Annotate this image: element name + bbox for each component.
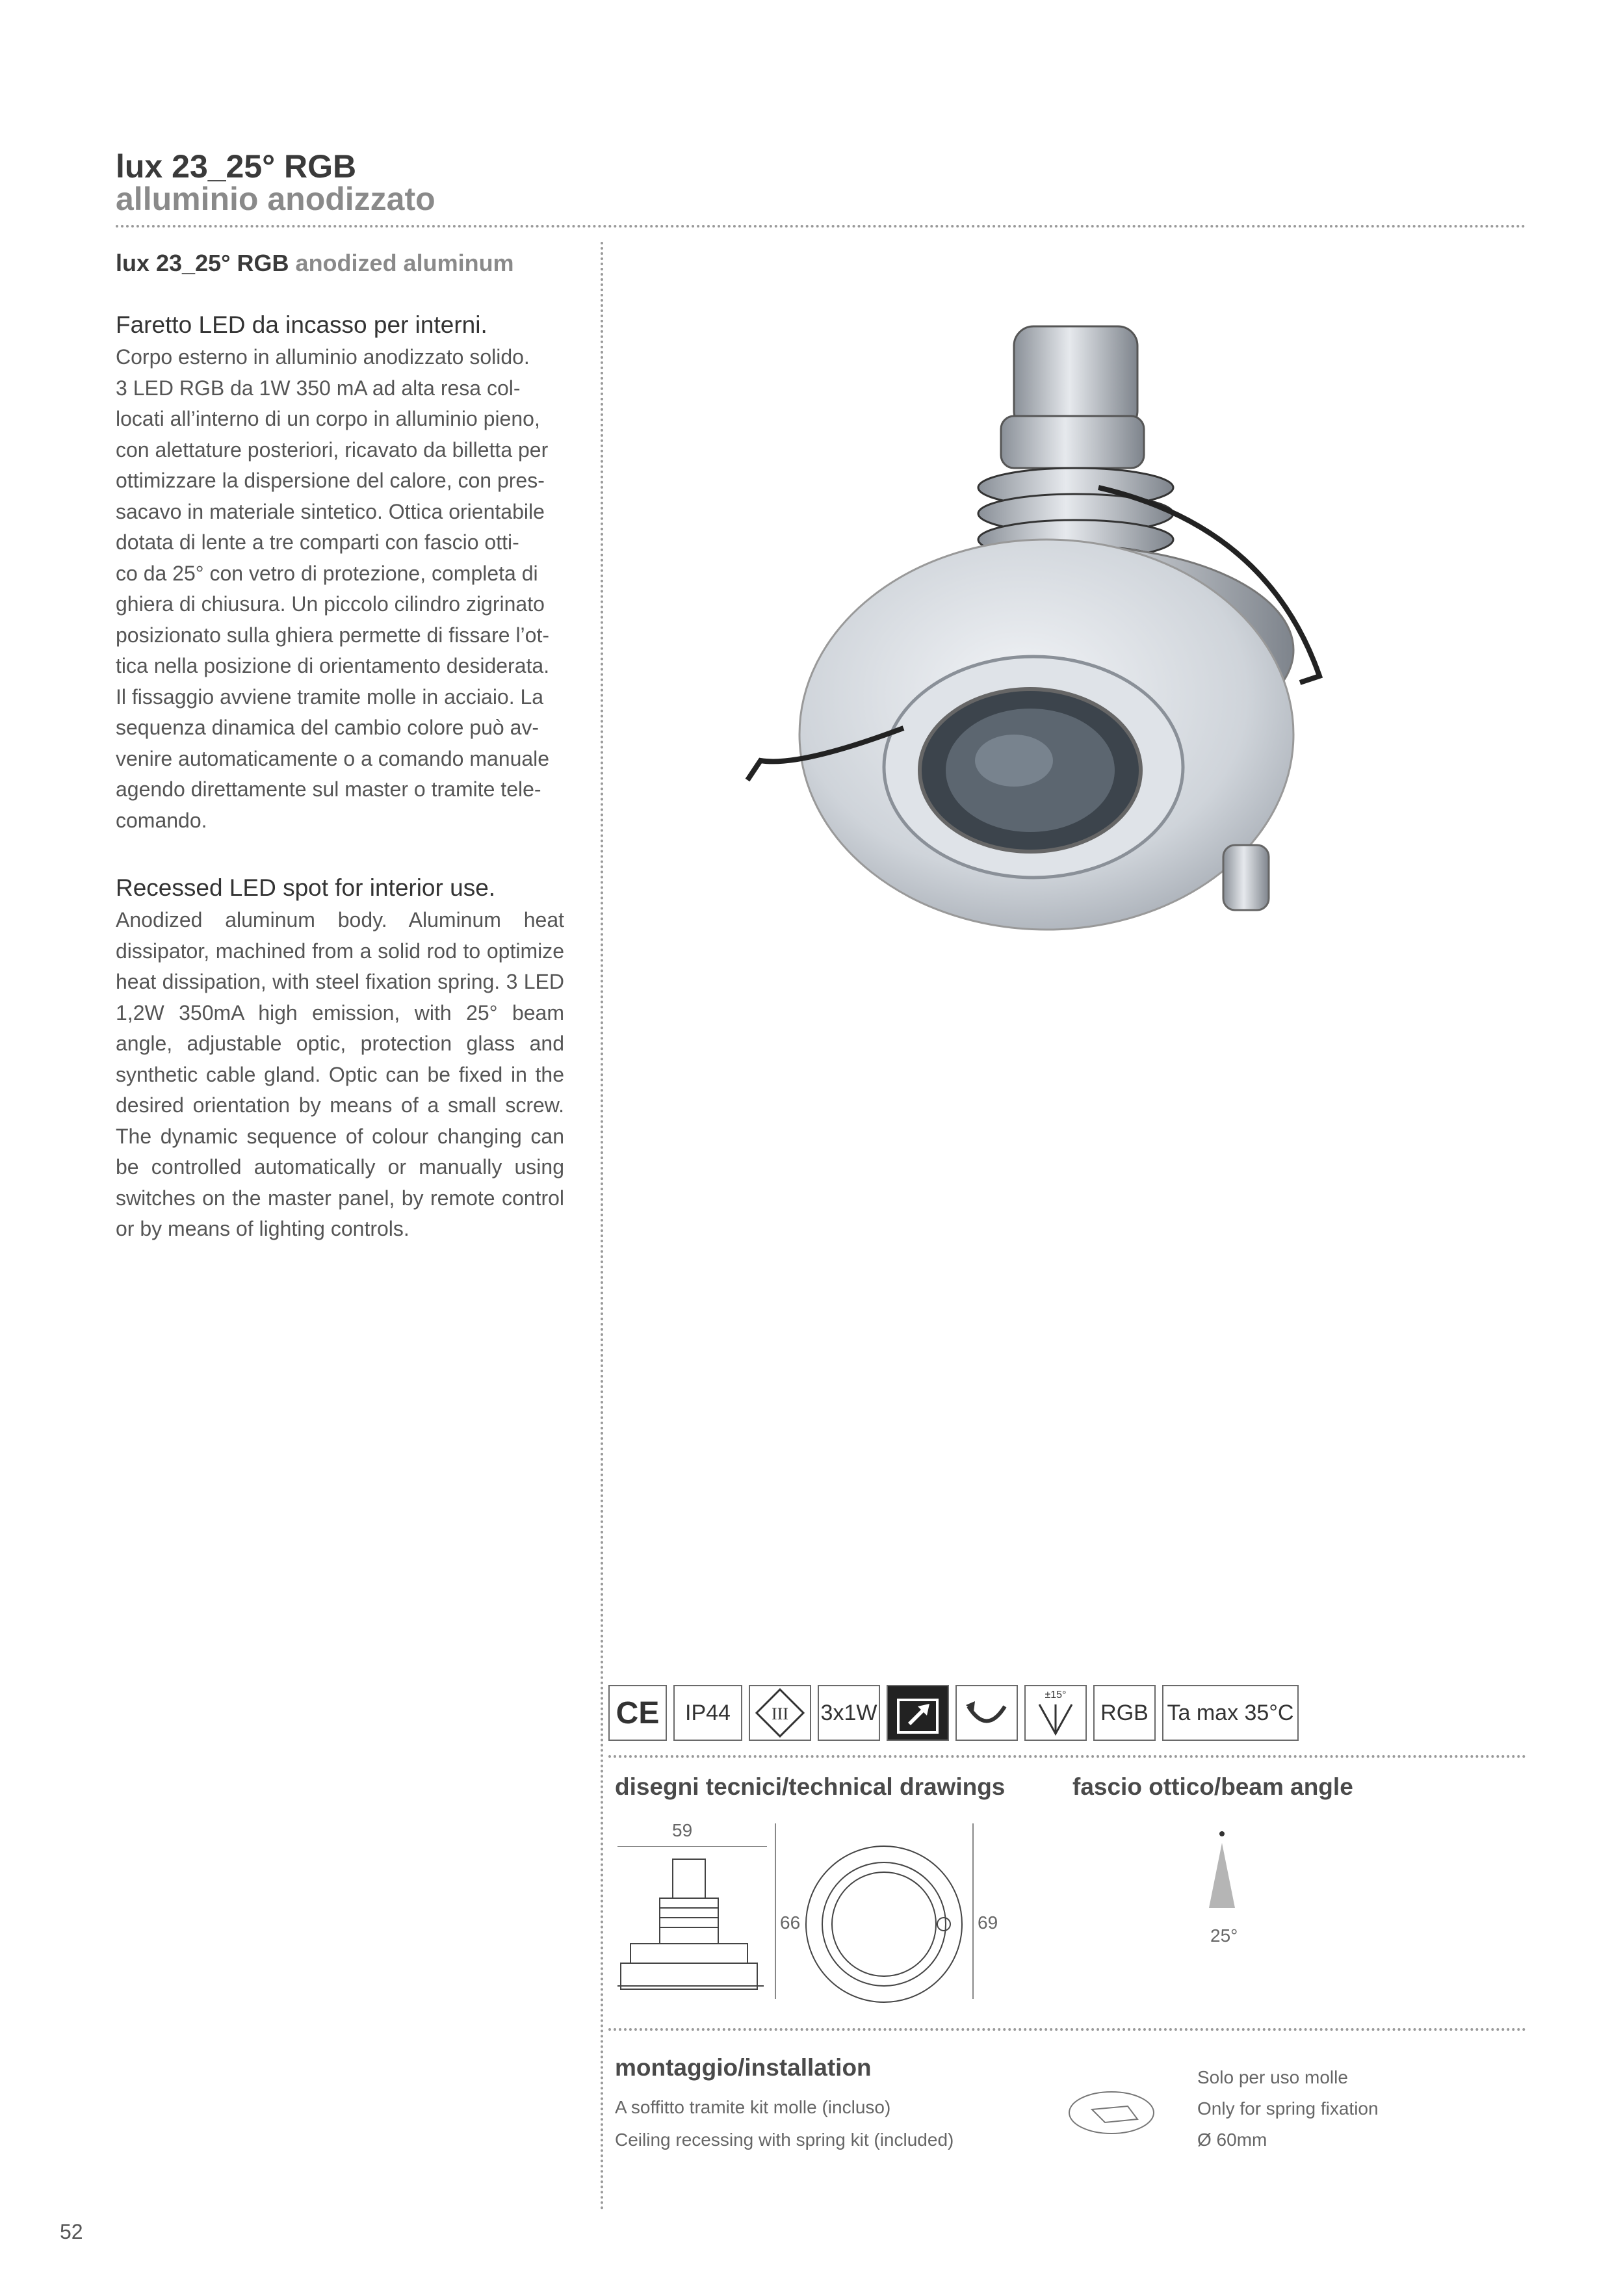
english-heading: Recessed LED spot for interior use. — [116, 874, 496, 901]
it-line: locati all’interno di un corpo in alluminio pieno, — [116, 407, 540, 430]
installation-line-en: Ceiling recessing with spring kit (included) — [615, 2130, 954, 2150]
it-line: posizionato sulla ghiera permette di fissare l’ot- — [116, 623, 549, 647]
ambient-temp-badge: Ta max 35°C — [1162, 1685, 1299, 1741]
spec-icons — [608, 1685, 1299, 1741]
it-line: dotata di lente a tre comparti con fascio otti- — [116, 530, 519, 554]
beam-cone-icon — [1202, 1830, 1241, 1914]
it-line: co da 25° con vetro di protezione, completa di — [116, 561, 538, 585]
recessed-install-icon — [887, 1685, 949, 1741]
it-line: Il fissaggio avviene tramite molle in acciaio. La — [116, 685, 544, 709]
class-label: III — [772, 1704, 788, 1723]
beam-angle-value: 25° — [1210, 1925, 1238, 1946]
installation-line-it: A soffitto tramite kit molle (incluso) — [615, 2097, 891, 2117]
installation-note-it: Solo per uso molle — [1197, 2067, 1348, 2087]
drawings-divider — [608, 2028, 1526, 2031]
ce-mark-icon: CE — [608, 1685, 667, 1741]
dimension-height-left-label: 66 — [780, 1912, 801, 1933]
it-line: venire automaticamente o a comando manuale — [116, 746, 550, 770]
beam-angle-heading: fascio ottico/beam angle — [1072, 1773, 1353, 1800]
ip-rating-badge: IP44 — [673, 1685, 742, 1741]
tilt-angle-icon — [1024, 1685, 1087, 1741]
front-view-drawing — [799, 1840, 968, 2009]
subtitle-bold: lux 23_25° RGB — [116, 250, 289, 276]
installation-note-en: Only for spring fixation — [1197, 2098, 1379, 2119]
dimension-height-right-label: 69 — [978, 1912, 998, 1933]
installation-heading: montaggio/installation — [615, 2054, 872, 2081]
italian-heading: Faretto LED da incasso per interni. — [116, 311, 487, 338]
power-badge: 3x1W — [818, 1685, 880, 1741]
it-line: ghiera di chiusura. Un piccolo cilindro zigrinato — [116, 592, 545, 616]
it-line: agendo direttamente sul master o tramite tele- — [116, 777, 541, 801]
title-divider — [116, 225, 1526, 228]
it-line: con alettature posteriori, ricavato da billetta per — [116, 437, 549, 462]
it-line: sequenza dinamica del cambio colore può av- — [116, 716, 539, 739]
subtitle-grey: anodized aluminum — [295, 250, 514, 276]
dimension-line-right — [972, 1823, 974, 1999]
page-title: lux 23_25° RGB — [116, 148, 357, 185]
installation-hole-size: Ø 60mm — [1197, 2130, 1267, 2150]
class-iii-icon — [749, 1685, 811, 1741]
it-line: comando. — [116, 808, 207, 832]
it-line: Corpo esterno in alluminio anodizzato solido. — [116, 345, 530, 369]
page-title-material: alluminio anodizzato — [116, 181, 435, 217]
it-line: 3 LED RGB da 1W 350 mA ad alta resa col- — [116, 376, 521, 400]
dimension-line — [775, 1823, 776, 1999]
column-divider — [601, 242, 603, 2211]
side-view-drawing — [611, 1846, 773, 2009]
product-photo — [734, 312, 1332, 975]
spring-fixation-icon — [1066, 2087, 1157, 2139]
class-iii-diamond-icon — [754, 1687, 806, 1739]
rgb-badge: RGB — [1093, 1685, 1156, 1741]
technical-drawings-heading: disegni tecnici/technical drawings — [615, 1773, 1006, 1800]
page-number: 52 — [60, 2220, 83, 2243]
italian-description — [116, 308, 564, 836]
it-line: tica nella posizione di orientamento desiderata. — [116, 654, 550, 677]
product-subtitle — [116, 250, 514, 277]
english-description — [116, 871, 564, 1245]
adjustable-optic-icon — [955, 1685, 1018, 1741]
icons-divider — [608, 1755, 1526, 1758]
it-line: sacavo in materiale sintetico. Ottica orientabile — [116, 499, 545, 523]
dimension-width-label: 59 — [672, 1820, 693, 1840]
english-body: Anodized aluminum body. Aluminum heat dissipator, machined from a solid rod to optimize heat dissipation, with steel fixation spring. 3 LED 1,2W 350mA high emission, with 25° beam angle, adjustable optic, protection glass and synthetic cable gland. Optic can be fixed in the desired orientation by means of a small screw. The dynamic sequence of colour changing can be controlled automatically or manually using switches on the master panel, by remote control or by means of lighting controls. — [116, 908, 564, 1240]
it-line: ottimizzare la dispersione del calore, con pres- — [116, 469, 545, 492]
tilt-label: ±15° — [1045, 1689, 1067, 1701]
